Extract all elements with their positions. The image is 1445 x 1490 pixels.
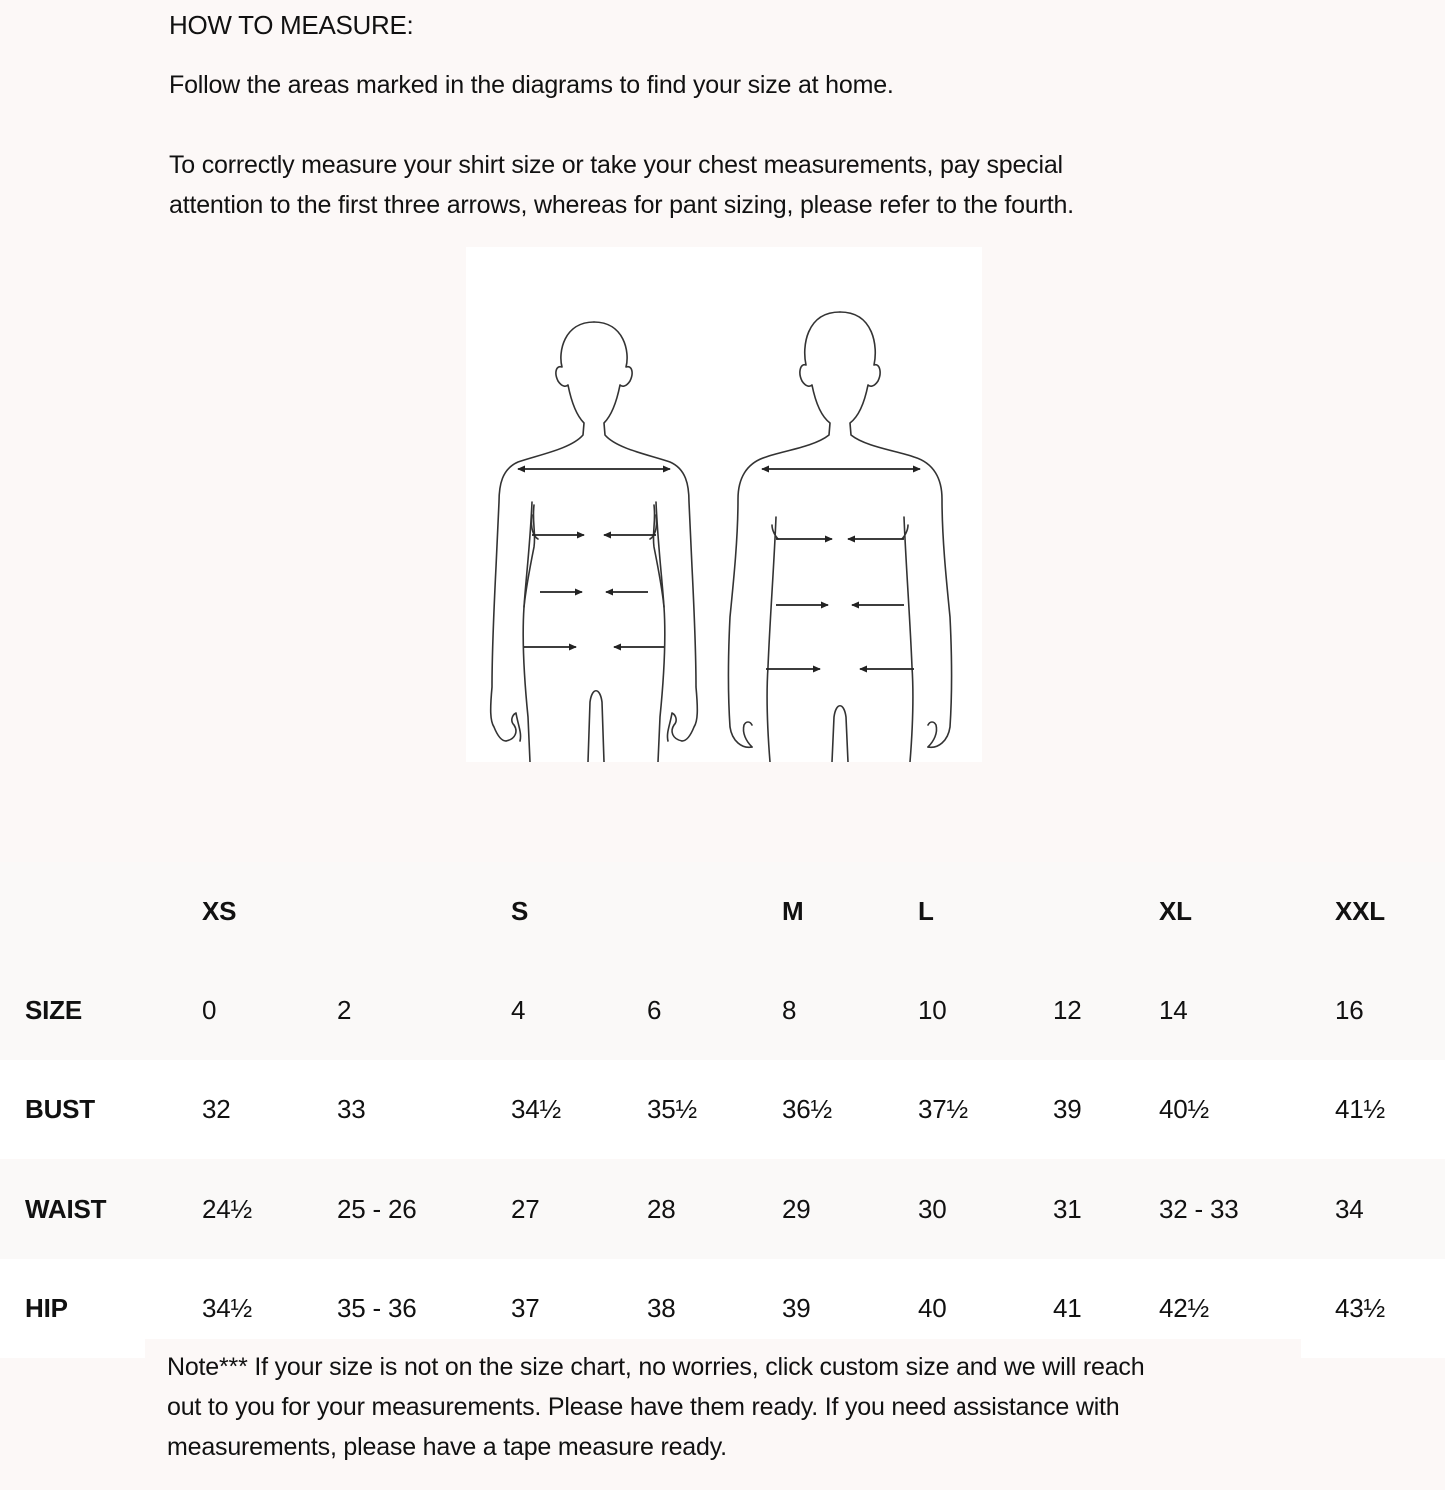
female-figure [491,322,698,762]
table-cell: 8 [782,995,797,1025]
table-cell: 31 [1053,1194,1082,1224]
table-cell: 39 [782,1293,811,1323]
size-chart-table [0,862,1445,1360]
table-cell: 10 [918,995,947,1025]
intro-paragraph-2 [169,145,1319,225]
row-label: WAIST [25,1194,107,1224]
note-line-1: Note*** If your size is not on the size chart, no worries, click custom size and we will reach [167,1353,1145,1381]
row-label: HIP [25,1293,68,1323]
size-group-header: L [918,896,934,926]
table-cell: 24½ [202,1194,253,1224]
table-cell: 37 [511,1293,540,1323]
table-cell: 29 [782,1194,811,1224]
intro-paragraph-1: Follow the areas marked in the diagrams to find your size at home. [169,71,894,99]
table-cell: 36½ [782,1094,833,1124]
size-group-header: XL [1159,896,1192,926]
table-cell: 30 [918,1194,947,1224]
how-to-measure-section [169,10,1319,225]
table-cell: 32 [202,1094,231,1124]
table-cell: 35½ [647,1094,698,1124]
table-cell: 25 - 26 [337,1194,417,1224]
row-label: BUST [25,1094,95,1124]
size-group-header: XXL [1335,896,1385,926]
size-group-header-row [0,862,1445,961]
table-row-bust [0,1060,1445,1159]
table-cell: 42½ [1159,1293,1210,1323]
intro-paragraph-2-line-1: To correctly measure your shirt size or take your chest measurements, pay special [169,151,1063,179]
table-cell: 41½ [1335,1094,1386,1124]
table-cell: 28 [647,1194,676,1224]
table-cell: 43½ [1335,1293,1386,1323]
table-row-size [0,961,1445,1060]
row-label: SIZE [25,995,82,1025]
table-cell: 40 [918,1293,947,1323]
measurement-diagram-svg [466,247,982,762]
table-cell: 35 - 36 [337,1293,417,1323]
table-cell: 40½ [1159,1094,1210,1124]
table-cell: 34½ [202,1293,253,1323]
table-cell: 4 [511,995,526,1025]
size-group-header: M [782,896,804,926]
table-cell: 33 [337,1094,366,1124]
note-line-2: out to you for your measurements. Please have them ready. If you need assistance with [167,1393,1120,1421]
table-cell: 37½ [918,1094,969,1124]
size-group-header: S [511,896,529,926]
male-figure [729,312,952,762]
note-line-3: measurements, please have a tape measure ready. [167,1433,727,1461]
size-group-header: XS [202,896,237,926]
table-cell: 27 [511,1194,540,1224]
table-cell: 34 [1335,1194,1364,1224]
table-cell: 41 [1053,1293,1082,1323]
how-to-measure-title: HOW TO MEASURE: [169,10,414,40]
table-cell: 32 - 33 [1159,1194,1239,1224]
measurement-diagram [466,247,982,762]
table-row-waist [0,1160,1445,1259]
custom-size-note [145,1339,1301,1469]
table-cell: 38 [647,1293,676,1323]
table-cell: 6 [647,995,662,1025]
intro-paragraph-2-line-2: attention to the first three arrows, whereas for pant sizing, please refer to the fourth. [169,191,1074,219]
table-cell: 14 [1159,995,1188,1025]
table-cell: 39 [1053,1094,1082,1124]
table-cell: 0 [202,995,217,1025]
table-cell: 12 [1053,995,1082,1025]
table-cell: 34½ [511,1094,562,1124]
table-cell: 2 [337,995,352,1025]
table-cell: 16 [1335,995,1364,1025]
